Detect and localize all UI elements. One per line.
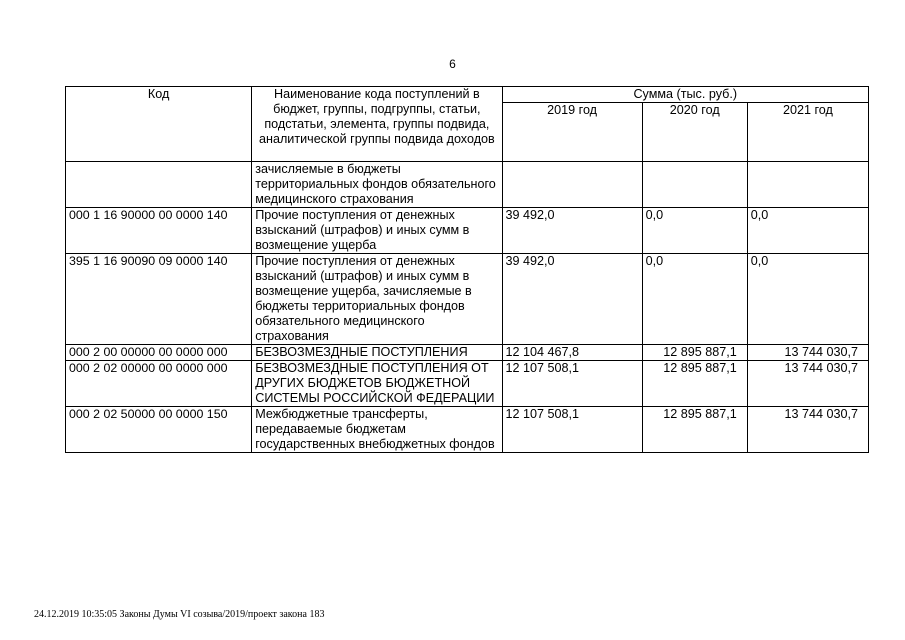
row-value-2020: 12 895 887,1 <box>642 361 747 407</box>
row-value-2021: 0,0 <box>747 254 868 345</box>
row-code: 000 2 02 00000 00 0000 000 <box>66 361 252 407</box>
row-value-2020: 0,0 <box>642 208 747 254</box>
row-value-2020: 12 895 887,1 <box>642 407 747 453</box>
row-value-2019: 39 492,0 <box>502 254 642 345</box>
row-code <box>66 162 252 208</box>
row-value-2020: 12 895 887,1 <box>642 345 747 361</box>
row-code: 000 2 00 00000 00 0000 000 <box>66 345 252 361</box>
header-year-2020: 2020 год <box>642 103 747 162</box>
row-value-2021: 13 744 030,7 <box>747 361 868 407</box>
row-code: 000 1 16 90000 00 0000 140 <box>66 208 252 254</box>
header-sum: Сумма (тыс. руб.) <box>502 87 868 103</box>
page-number: 6 <box>449 57 456 71</box>
row-value-2021: 13 744 030,7 <box>747 345 868 361</box>
row-value-2019: 12 104 467,8 <box>502 345 642 361</box>
row-value-2021: 0,0 <box>747 208 868 254</box>
row-name: Прочие поступления от денежных взысканий (штрафов) и иных сумм в возмещение ущерба <box>252 208 502 254</box>
row-name: зачисляемые в бюджеты территориальных фондов обязательного медицинского страхования <box>252 162 502 208</box>
row-code: 000 2 02 50000 00 0000 150 <box>66 407 252 453</box>
table-row <box>66 162 869 208</box>
row-value-2019: 39 492,0 <box>502 208 642 254</box>
document-footer: 24.12.2019 10:35:05 Законы Думы VI созыва/2019/проект закона 183 <box>34 609 325 620</box>
table-row <box>66 345 869 361</box>
row-code: 395 1 16 90090 09 0000 140 <box>66 254 252 345</box>
table-row <box>66 361 869 407</box>
header-code: Код <box>66 87 252 162</box>
row-value-2019: 12 107 508,1 <box>502 361 642 407</box>
header-year-2019: 2019 год <box>502 103 642 162</box>
row-value-2019 <box>502 162 642 208</box>
row-name: БЕЗВОЗМЕЗДНЫЕ ПОСТУПЛЕНИЯ ОТ ДРУГИХ БЮДЖЕТОВ БЮДЖЕТНОЙ СИСТЕМЫ РОССИЙСКОЙ ФЕДЕРАЦИИ <box>252 361 502 407</box>
header-name: Наименование кода поступлений в бюджет, группы, подгруппы, статьи, подстатьи, элемента, группы подвида, аналитической группы подвида доходов <box>252 87 502 162</box>
table-row <box>66 407 869 453</box>
revenue-table <box>65 86 869 453</box>
row-name: Межбюджетные трансферты, передаваемые бюджетам государственных внебюджетных фондов <box>252 407 502 453</box>
row-name: БЕЗВОЗМЕЗДНЫЕ ПОСТУПЛЕНИЯ <box>252 345 502 361</box>
row-value-2020 <box>642 162 747 208</box>
row-name: Прочие поступления от денежных взысканий (штрафов) и иных сумм в возмещение ущерба, зачисляемые в бюджеты территориальных фондов обязательного медицинского страхования <box>252 254 502 345</box>
row-value-2021 <box>747 162 868 208</box>
row-value-2019: 12 107 508,1 <box>502 407 642 453</box>
row-value-2021: 13 744 030,7 <box>747 407 868 453</box>
header-year-2021: 2021 год <box>747 103 868 162</box>
table-row <box>66 208 869 254</box>
table-row <box>66 254 869 345</box>
row-value-2020: 0,0 <box>642 254 747 345</box>
